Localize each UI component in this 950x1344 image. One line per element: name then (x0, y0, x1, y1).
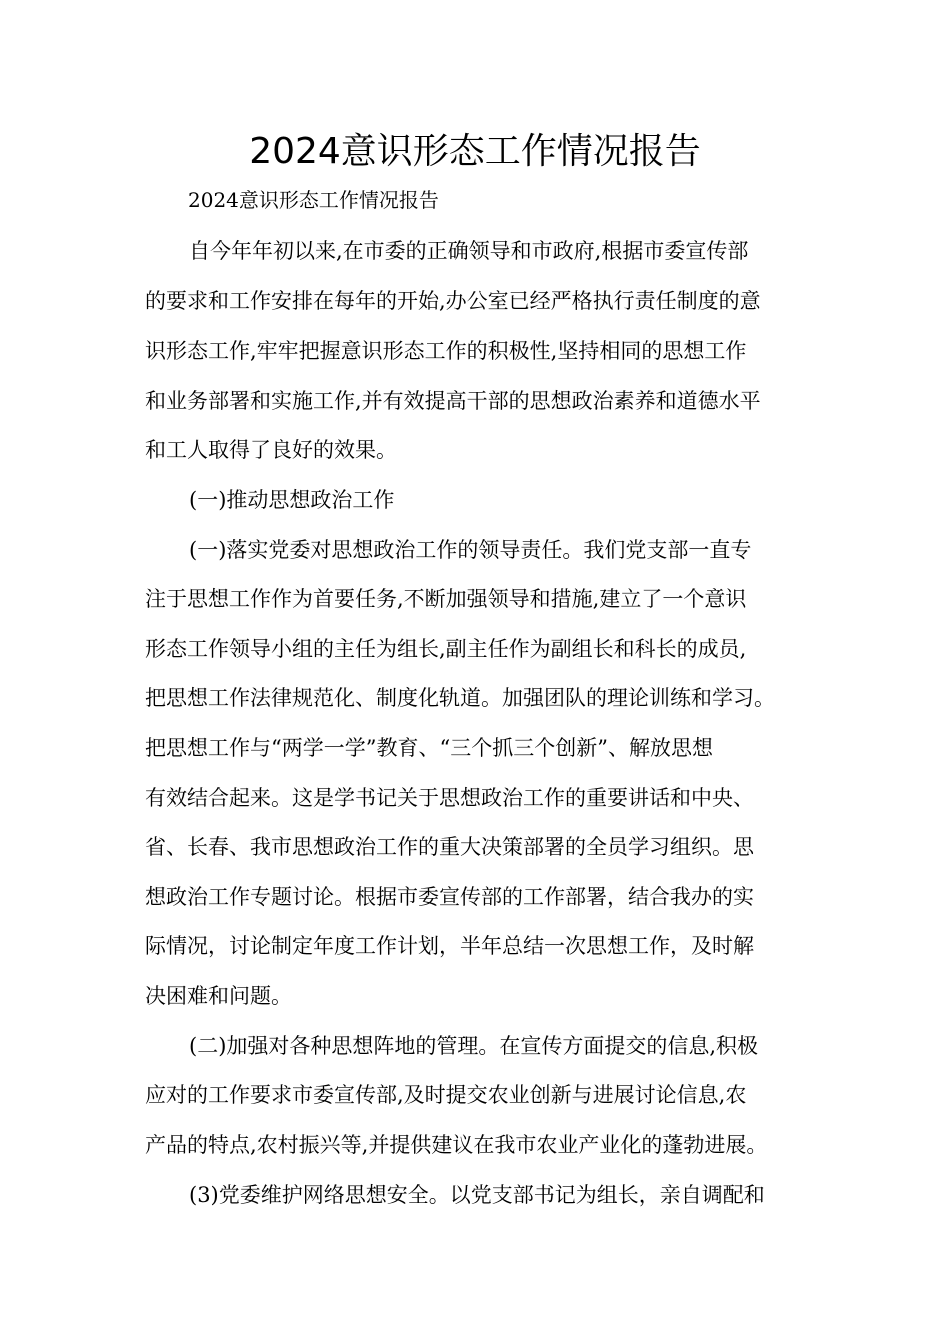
paragraph-line: (二)加强对各种思想阵地的管理。在宣传方面提交的信息,积极 (189, 1034, 759, 1058)
paragraph-line: 注于思想工作作为首要任务,不断加强领导和措施,建立了一个意识 (145, 587, 747, 611)
paragraph-line: 自今年年初以来,在市委的正确领导和市政府,根据市委宣传部 (189, 239, 749, 263)
document-subtitle: 2024意识形态工作情况报告 (188, 188, 439, 212)
paragraph-line: 想政治工作专题讨论。根据市委宣传部的工作部署，结合我办的实 (145, 885, 754, 909)
paragraph-line: 应对的工作要求市委宣传部,及时提交农业创新与进展讨论信息,农 (145, 1083, 747, 1107)
paragraph-line: 和业务部署和实施工作,并有效提高干部的思想政治素养和道德水平 (145, 389, 761, 413)
paragraph-line: (一)落实党委对思想政治工作的领导责任。我们党支部一直专 (189, 538, 752, 562)
paragraph-line: 把思想工作与“两学一学”教育、“三个抓三个创新”、解放思想 (145, 736, 713, 760)
paragraph-line: 和工人取得了良好的效果。 (145, 438, 397, 462)
paragraph-line: 把思想工作法律规范化、制度化轨道。加强团队的理论训练和学习。 (145, 686, 775, 710)
paragraph-line: 识形态工作,牢牢把握意识形态工作的积极性,坚持相同的思想工作 (145, 339, 747, 363)
paragraph-line: 有效结合起来。这是学书记关于思想政治工作的重要讲话和中央、 (145, 786, 754, 810)
paragraph-line: 际情况，讨论制定年度工作计划，半年总结一次思想工作，及时解 (145, 934, 754, 958)
paragraph-line: 决困难和问题。 (145, 984, 292, 1008)
paragraph-line: 形态工作领导小组的主任为组长,副主任作为副组长和科长的成员, (145, 637, 747, 661)
paragraph-line: 产品的特点,农村振兴等,并提供建议在我市农业产业化的蓬勃进展。 (145, 1133, 768, 1157)
document-title: 2024意识形态工作情况报告 (249, 131, 701, 172)
section-heading: (一)推动思想政治工作 (189, 488, 395, 512)
paragraph-line: 省、长春、我市思想政治工作的重大决策部署的全员学习组织。思 (145, 835, 754, 859)
paragraph-line: (3)党委维护网络思想安全。以党支部书记为组长，亲自调配和 (189, 1183, 765, 1207)
paragraph-line: 的要求和工作安排在每年的开始,办公室已经严格执行责任制度的意 (145, 289, 761, 313)
